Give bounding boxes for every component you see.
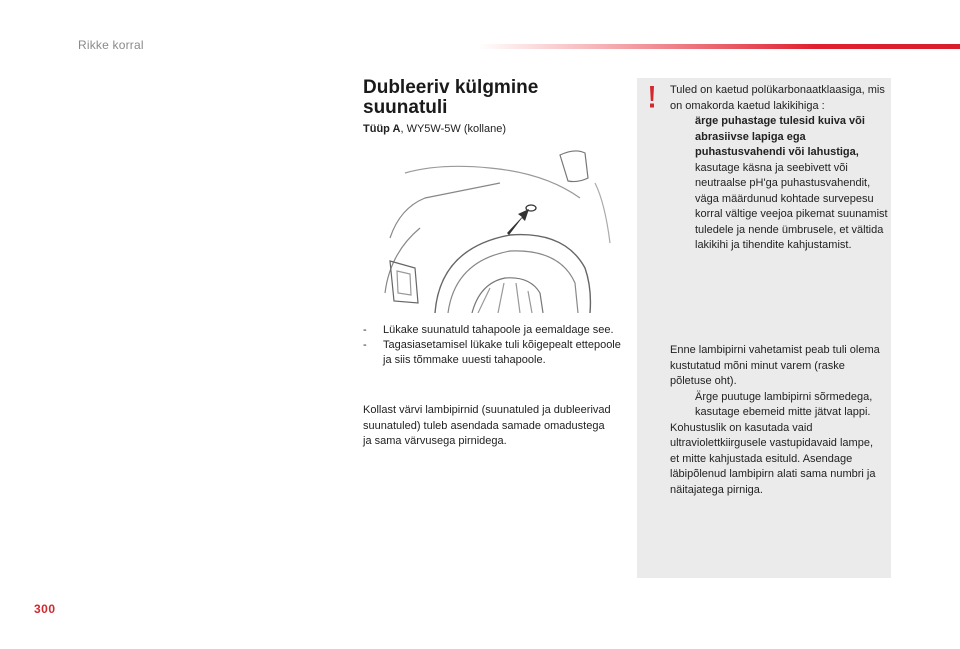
header-accent-bar [478,44,960,49]
chapter-title: Rikke korral [78,38,144,52]
step-text: Lükake suunatuld tahapoole ja eemaldage see. [383,324,614,336]
warning-text [670,83,892,254]
page-number: 300 [34,602,56,616]
bullet-mark-icon [670,192,695,254]
side-indicator-illustration [380,143,616,313]
bulb-replacement-note [670,343,885,498]
bullet-mark-icon [670,161,695,192]
step-dash: - [363,324,367,336]
bulb-type [363,123,506,135]
bullet-mark-icon [670,114,695,161]
bulb-type-label: Tüüp A [363,123,401,135]
warning-bullet-text: ärge puhastage tulesid kuiva või abrasiivse lapiga ega puhastusvahendi või lahustiga, [695,115,865,158]
step-item [363,338,625,368]
bullet-mark-icon [670,390,695,421]
warning-bullet [670,114,892,161]
bulb-type-value: , WY5W-5W (kollane) [400,123,507,135]
step-text: Tagasiasetamisel lükake tuli kõigepealt ettepoole ja siis tõmmake uuesti tahapoole. [383,339,621,366]
warning-bullet [670,192,892,254]
warning-bullet-text: kasutage käsna ja seebivett või neutraalse pH'ga puhastusvahendit, [695,161,871,189]
step-item [363,323,625,338]
step-dash: - [363,339,367,351]
warning-intro: Tuled on kaetud polükarbonaatklaasiga, mis on omakorda kaetud lakikihiga : [670,84,885,112]
bulb-color-paragraph: Kollast värvi lambipirnid (suunatuled ja dubleerivad suunatuled) tuleb asendada samade omadustega ja sama värvusega pirnidega. [363,404,611,447]
note-bullet-text: Ärge puutuge lambipirni sõrmedega, kasutage ebemeid mitte jätvat lappi. [695,390,873,418]
note-outro: Kohustuslik on kasutada vaid ultraviolettkiirgusele vastupidavaid lampe, et mitte kahjustada esituld. Asendage läbipõlenud lambipirn alati sama numbri ja näitajatega pirniga. [670,421,876,496]
warning-bullet [670,161,892,192]
section-title-line1: Dubleeriv külgmine [363,77,539,98]
section-title [363,78,593,118]
procedure-steps [363,323,625,368]
note-intro: Enne lambipirni vahetamist peab tuli olema kustutatud mõni minut varem (raske põletuse oht). [670,344,880,387]
exclamation-icon [647,86,657,108]
warning-bullet-text: väga määrdunud kohtade survepesu korral vältige veejoa pikemat suunamist tuledele ja nende ümbrusele, et vältida lakikihi ja tihendite kahjustamist. [695,192,888,251]
note-bullet [670,390,885,421]
section-title-line2: suunatuli [363,97,448,118]
